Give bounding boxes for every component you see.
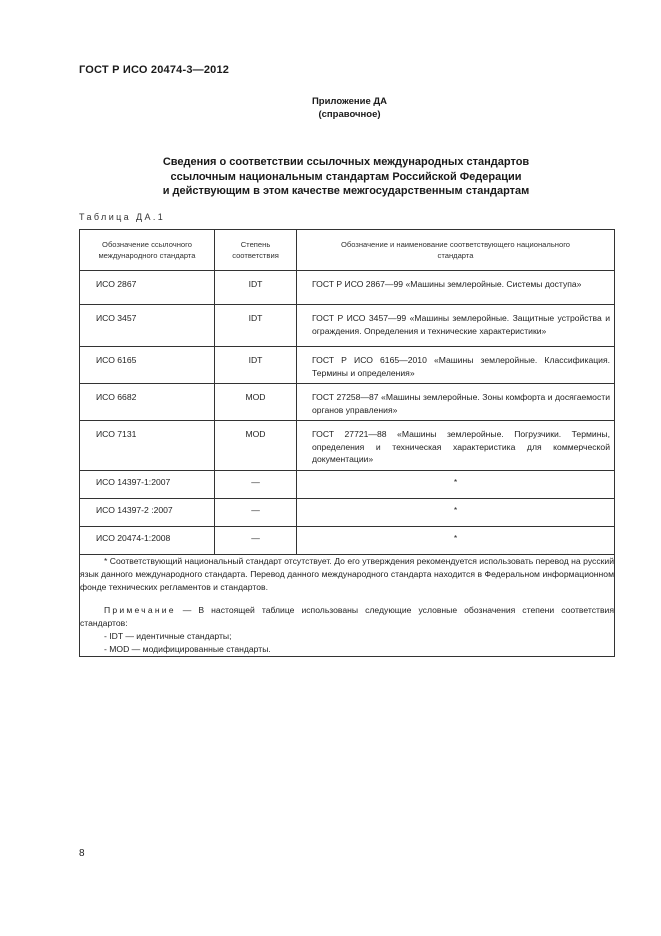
legend-item-mod: - MOD — модифицированные стандарты. — [104, 643, 271, 654]
document-designation: ГОСТ Р ИСО 20474-3—2012 — [79, 64, 230, 76]
annex-title — [78, 155, 614, 199]
title-line: и действующим в этом качестве межгосударственным стандартам — [162, 185, 530, 197]
degree-cell: MOD — [215, 421, 297, 471]
table-row — [80, 384, 615, 421]
table-header-row — [80, 230, 615, 271]
footnote: * Соответствующий национальный стандарт отсутствует. До его утверждения рекомендуется использовать перевод на русский язык данного международного стандарта. Перевод данного международного стандарта находится в Федеральном информационном фонде технических регламентов и стандартов. — [80, 555, 614, 592]
header-intl-standard: Обозначение ссылочного международного стандарта — [80, 230, 215, 271]
annex-name: Приложение ДА — [311, 96, 388, 107]
note-text: — В настоящей таблице использованы следующие условные обозначения степени соответствия стандартов: — [80, 604, 614, 628]
table-row — [80, 421, 615, 471]
table-row — [80, 305, 615, 347]
table-notes — [80, 554, 615, 656]
note-label: Примечание — [104, 604, 176, 615]
degree-cell: IDT — [215, 347, 297, 384]
national-cell: ГОСТ 27721—88 «Машины землеройные. Погрузчики. Термины, определения и техническая характеристика для коммерческой документации» — [297, 421, 615, 471]
iso-cell: ИСО 14397-2 :2007 — [80, 498, 215, 526]
degree-cell: IDT — [215, 305, 297, 347]
iso-cell: ИСО 7131 — [80, 421, 215, 471]
national-cell: ГОСТ Р ИСО 2867—99 «Машины землеройные. Системы доступа» — [297, 271, 615, 305]
table-row — [80, 271, 615, 305]
title-line: Сведения о соответствии ссылочных международных стандартов — [162, 156, 530, 168]
iso-cell: ИСО 14397-1:2007 — [80, 470, 215, 498]
annex-kind: (справочное) — [318, 109, 381, 120]
table-notes-row — [80, 554, 615, 656]
degree-cell: IDT — [215, 271, 297, 305]
table-row — [80, 498, 615, 526]
degree-cell: — — [215, 526, 297, 554]
note — [80, 604, 614, 630]
iso-cell: ИСО 20474-1:2008 — [80, 526, 215, 554]
title-line: ссылочным национальным стандартам Российской Федерации — [170, 170, 522, 183]
degree-cell: — — [215, 498, 297, 526]
table-row — [80, 526, 615, 554]
page-number: 8 — [79, 848, 85, 859]
national-cell: ГОСТ Р ИСО 6165—2010 «Машины землеройные. Классификация. Термины и определения» — [297, 347, 615, 384]
degree-cell: — — [215, 470, 297, 498]
national-cell: * — [297, 470, 615, 498]
correspondence-table — [79, 229, 615, 657]
legend-item-idt: - IDT — идентичные стандарты; — [104, 630, 232, 641]
national-cell: * — [297, 498, 615, 526]
iso-cell: ИСО 6682 — [80, 384, 215, 421]
table-caption: Таблица ДА.1 — [79, 212, 166, 222]
header-national-standard: Обозначение и наименование соответствующего национального стандарта — [297, 230, 615, 271]
iso-cell: ИСО 3457 — [80, 305, 215, 347]
national-cell: ГОСТ Р ИСО 3457—99 «Машины землеройные. Защитные устройства и ограждения. Определения и технические характеристики» — [297, 305, 615, 347]
header-degree: Степень соответствия — [215, 230, 297, 271]
annex-heading — [0, 95, 661, 121]
iso-cell: ИСО 6165 — [80, 347, 215, 384]
national-cell: ГОСТ 27258—87 «Машины землеройные. Зоны комфорта и досягаемости органов управления» — [297, 384, 615, 421]
degree-cell: MOD — [215, 384, 297, 421]
table-row — [80, 347, 615, 384]
iso-cell: ИСО 2867 — [80, 271, 215, 305]
table-row — [80, 470, 615, 498]
national-cell: * — [297, 526, 615, 554]
